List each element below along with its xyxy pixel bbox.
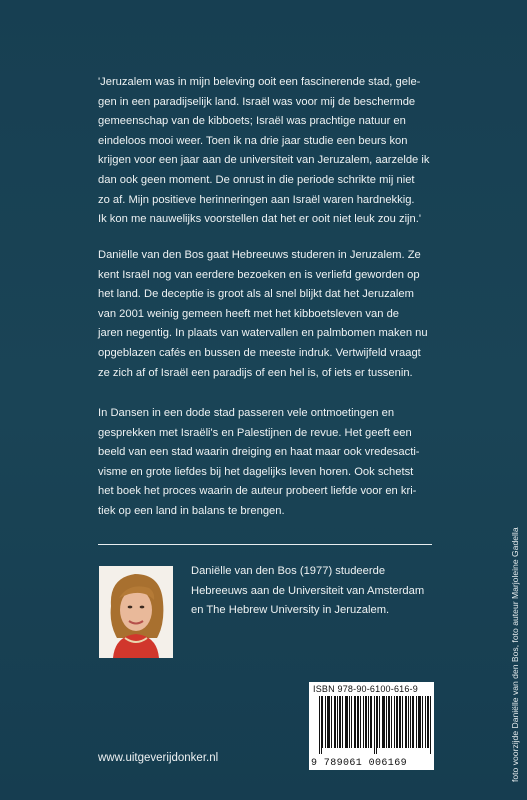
summary-line: van 2001 weinig gemeen heeft met het kibboetsleven van de [98,307,400,320]
quote-line: zo af. Mijn positieve herinneringen aan Israël waren hardnekkig. [98,193,415,206]
summary-line: opgeblazen cafés en bussen de meeste indruk. Vertwijfeld vraagt [98,346,421,359]
quote-line: eindeloos mooi weer. Toen ik na drie jaar studie een beurs kon [98,134,408,147]
quote-line: 'Jeruzalem was in mijn beleving ooit een fascinerende stad, gele- [98,76,421,88]
summary-paragraph [98,246,438,383]
quote-line: krijgen voor een jaar aan de universiteit van Jeruzalem, aarzelde ik [98,154,430,167]
author-bio [191,562,431,621]
description-line: beeld van een stad waarin dreiging en haat maar ook vredesacti- [98,446,420,459]
summary-line: kent Israël nog van eerdere bezoeken en is verliefd geworden op [98,268,420,281]
isbn-label: ISBN 978-90-6100-616-9 [313,684,418,694]
quote-line: gen in een paradijselijk land. Israël was voor mij de beschermde [98,95,416,108]
author-portrait-image [99,566,173,658]
divider-line [98,544,432,545]
author-bio-line: Hebreeuws aan de Universiteit van Amsterdam [191,584,425,597]
summary-line: ze zich af of Israël een paradijs of een hel is, of iets er tussenin. [98,366,413,379]
barcode-bars-icon [319,696,432,754]
summary-line: Daniëlle van den Bos gaat Hebreeuws studeren in Jeruzalem. Ze [98,249,421,261]
photo-credit: foto voorzijde Daniëlle van den Bos, foto auteur Marjoleine Gadella [510,527,520,782]
barcode-digits: 9 789061 006169 [311,758,408,769]
description-paragraph [98,404,438,522]
barcode [309,682,434,770]
summary-line: het land. De deceptie is groot als al snel blijkt dat het Jeruzalem [98,288,414,301]
publisher-website: www.uitgeverijdonker.nl [98,752,219,764]
author-bio-line: Daniëlle van den Bos (1977) studeerde [191,565,386,577]
description-line: tiek op een land in balans te brengen. [98,504,285,517]
author-photo [99,566,173,658]
quote-line: Ik kon me nauwelijks voorstellen dat het er ooit niet leuk zou zijn.' [98,213,422,226]
summary-line: jaren negentig. In plaats van watervallen en palmbomen maken nu [98,327,428,340]
quote-paragraph [98,73,438,230]
author-bio-line: en The Hebrew University in Jeruzalem. [191,604,390,617]
description-line: het boek het proces waarin de auteur probeert liefde voor en kri- [98,485,417,498]
description-line: visme en grote liefdes bij het dagelijks leven horen. Ook schetst [98,465,414,478]
description-line: gesprekken met Israëli's en Palestijnen de revue. Het geeft een [98,426,412,439]
quote-line: gemeenschap van de kibboets; Israël was prachtige natuur en [98,115,406,128]
quote-line: dan ook geen moment. De onrust in die periode schrikte mij niet [98,173,415,186]
description-line: In Dansen in een dode stad passeren vele ontmoetingen en [98,407,395,419]
